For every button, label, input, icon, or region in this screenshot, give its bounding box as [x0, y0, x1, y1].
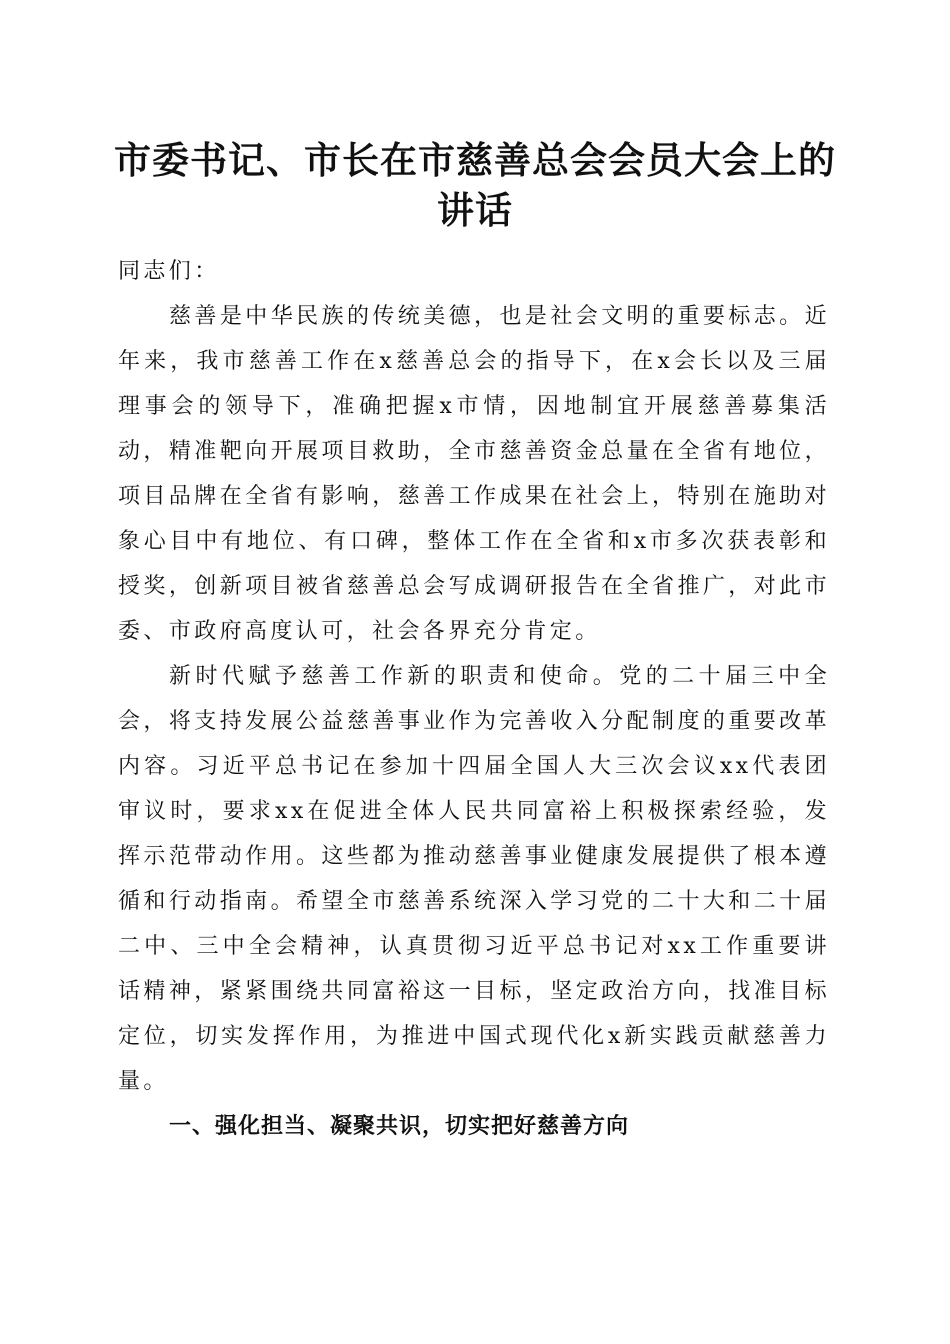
section-heading: 一、强化担当、凝聚共识，切实把好慈善方向: [169, 1114, 630, 1139]
document-body: [118, 249, 830, 1149]
salutation: 同志们：: [118, 259, 220, 284]
document-title: 市委书记、市长在市慈善总会会员大会上的讲话: [114, 139, 836, 232]
paragraph-2: 新时代赋予慈善工作新的职责和使命。党的二十届三中全会，将支持发展公益慈善事业作为完善收入分配制度的重要改革内容。习近平总书记在参加十四届全国人大三次会议xx代表团审议时，要求xx在促进全体人民共同富裕上积极探索经验，发挥示范带动作用。这些都为推动慈善事业健康发展提供了根本遵循和行动指南。希望全市慈善系统深入学习党的二十大和二十届二中、三中全会精神，认真贯彻习近平总书记对xx工作重要讲话精神，紧紧围绕共同富裕这一目标，坚定政治方向，找准目标定位，切实发挥作用，为推进中国式现代化x新实践贡献慈善力量。: [118, 664, 830, 1094]
paragraph-1: 慈善是中华民族的传统美德，也是社会文明的重要标志。近年来，我市慈善工作在x慈善总会的指导下，在x会长以及三届理事会的领导下，准确把握x市情，因地制宜开展慈善募集活动，精准靶向开展项目救助，全市慈善资金总量在全省有地位，项目品牌在全省有影响，慈善工作成果在社会上，特别在施助对象心目中有地位、有口碑，整体工作在全省和x市多次获表彰和授奖，创新项目被省慈善总会写成调研报告在全省推广，对此市委、市政府高度认可，社会各界充分肯定。: [118, 304, 830, 644]
